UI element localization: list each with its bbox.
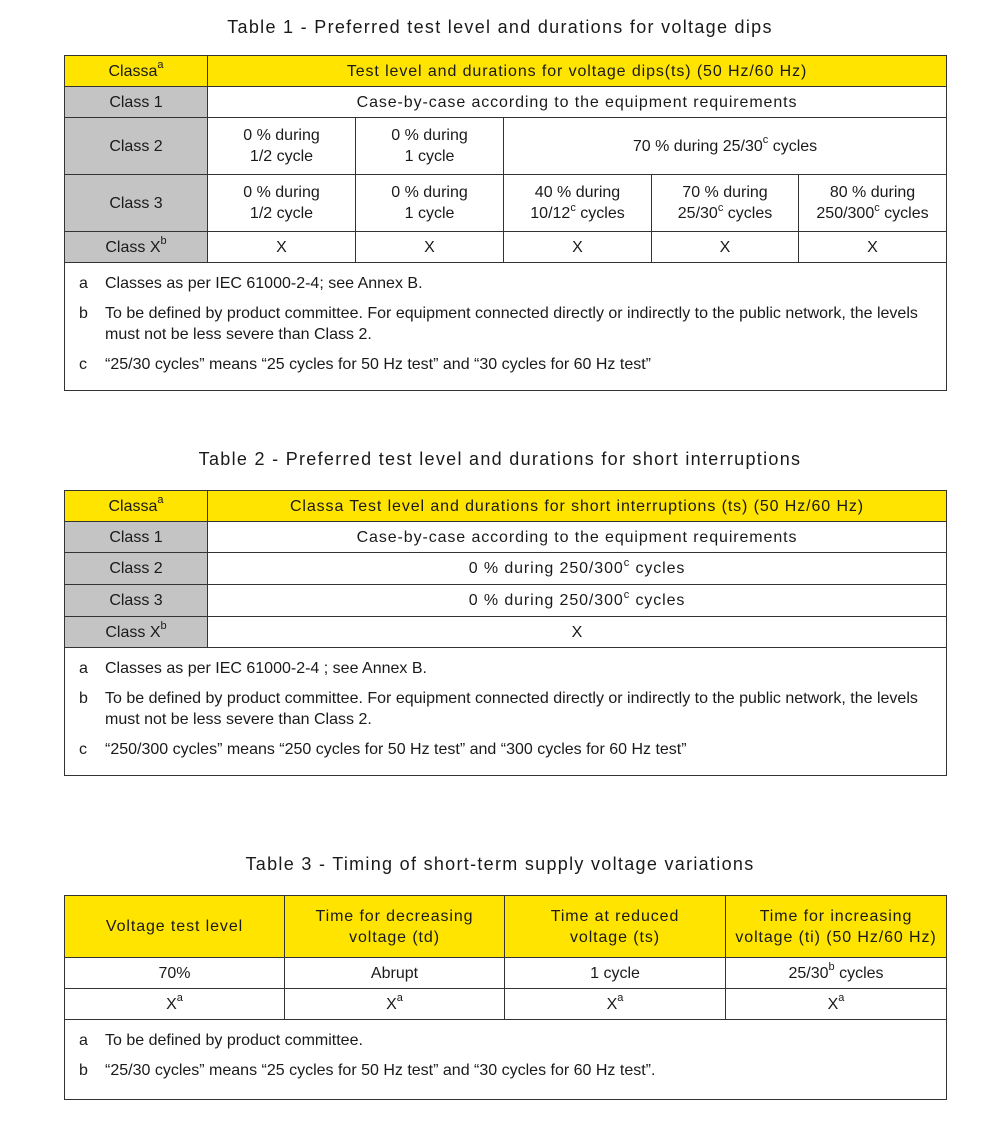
class-label: Class 2 bbox=[65, 118, 208, 175]
table-row bbox=[65, 522, 947, 553]
table1 bbox=[64, 55, 947, 391]
table-cell: 80 % during 250/300$^c$ cycles bbox=[799, 175, 947, 232]
footnote: a Classes as per IEC 61000-2-4; see Annex B. bbox=[79, 275, 423, 292]
table-cell: X bbox=[504, 232, 652, 263]
table-row bbox=[65, 958, 947, 989]
table-cell: X bbox=[356, 232, 504, 263]
table-row bbox=[65, 175, 947, 232]
table2-notes bbox=[65, 648, 947, 776]
class-label: Class 1 bbox=[65, 522, 208, 553]
footnote: c “25/30 cycles” means “25 cycles for 50 Hz test” and “30 cycles for 60 Hz test” bbox=[79, 356, 651, 373]
table-cell: $X^a$ bbox=[65, 989, 285, 1020]
class-label: Class $X^b$ bbox=[65, 232, 208, 263]
table3-header-row bbox=[65, 896, 947, 958]
table-cell: Case-by-case according to the equipment requirements bbox=[208, 522, 947, 553]
table-cell: $X^a$ bbox=[285, 989, 505, 1020]
table3-header-td: Time for decreasing voltage (td) bbox=[285, 896, 505, 958]
table1-notes bbox=[65, 263, 947, 391]
footnote: b “25/30 cycles” means “25 cycles for 50 Hz test” and “30 cycles for 60 Hz test”. bbox=[79, 1062, 656, 1079]
table1-header-row bbox=[65, 56, 947, 87]
table-cell: $X^a$ bbox=[726, 989, 947, 1020]
table-row bbox=[65, 989, 947, 1020]
table1-notes-row bbox=[65, 263, 947, 391]
table-row bbox=[65, 585, 947, 617]
table-row bbox=[65, 87, 947, 118]
footnote: b To be defined by product committee. For equipment connected directly or indirectly to the public network, the levels must not be less severe than Class 2. bbox=[79, 690, 918, 728]
class-label: Class 3 bbox=[65, 175, 208, 232]
table-cell: 0 % during 1 cycle bbox=[356, 175, 504, 232]
table-cell: 70 % during 25/30$^c$ cycles bbox=[504, 118, 947, 175]
table-cell: 70% bbox=[65, 958, 285, 989]
table-row bbox=[65, 553, 947, 585]
table-cell: 40 % during 10/12$^c$ cycles bbox=[504, 175, 652, 232]
table-cell: 0 % during 250/300$^c$ cycles bbox=[208, 585, 947, 617]
table2 bbox=[64, 490, 947, 776]
class-label: Class $X^b$ bbox=[65, 617, 208, 648]
table1-header-levels: Test level and durations for voltage dips(ts) (50 Hz/60 Hz) bbox=[208, 56, 947, 87]
table-cell: 70 % during 25/30$^c$ cycles bbox=[652, 175, 799, 232]
class-label: Class 3 bbox=[65, 585, 208, 617]
footnote: c “250/300 cycles” means “250 cycles for 50 Hz test” and “300 cycles for 60 Hz test” bbox=[79, 741, 687, 758]
table3-notes bbox=[65, 1020, 947, 1100]
table-row bbox=[65, 232, 947, 263]
table-cell: Abrupt bbox=[285, 958, 505, 989]
table1-header-class: Classa$^a$ bbox=[65, 56, 208, 87]
table2-header-levels: Classa Test level and durations for short interruptions (ts) (50 Hz/60 Hz) bbox=[208, 491, 947, 522]
table-cell: 25/30$^b$ cycles bbox=[726, 958, 947, 989]
table-cell: X bbox=[208, 232, 356, 263]
footnote: b To be defined by product committee. For equipment connected directly or indirectly to the public network, the levels must not be less severe than Class 2. bbox=[79, 305, 918, 343]
table-cell: 0 % during 1/2 cycle bbox=[208, 175, 356, 232]
table-cell: 1 cycle bbox=[505, 958, 726, 989]
footnote: a Classes as per IEC 61000-2-4 ; see Annex B. bbox=[79, 660, 427, 677]
table-cell: X bbox=[208, 617, 947, 648]
table3-header-ti: Time for increasing voltage (ti) (50 Hz/60 Hz) bbox=[726, 896, 947, 958]
table3-header-level: Voltage test level bbox=[65, 896, 285, 958]
class-label: Class 1 bbox=[65, 87, 208, 118]
table3-notes-row bbox=[65, 1020, 947, 1100]
table-cell: Case-by-case according to the equipment requirements bbox=[208, 87, 947, 118]
table2-notes-row bbox=[65, 648, 947, 776]
table-cell: $X^a$ bbox=[505, 989, 726, 1020]
table2-header-class: Classa$^a$ bbox=[65, 491, 208, 522]
table3-header-ts: Time at reduced voltage (ts) bbox=[505, 896, 726, 958]
table3 bbox=[64, 895, 947, 1100]
table-row bbox=[65, 118, 947, 175]
table-cell: X bbox=[652, 232, 799, 263]
table-cell: 0 % during 250/300$^c$ cycles bbox=[208, 553, 947, 585]
table3-title: Table 3 - Timing of short-term supply voltage variations bbox=[245, 854, 755, 874]
table-cell: 0 % during 1/2 cycle bbox=[208, 118, 356, 175]
footnote: a To be defined by product committee. bbox=[79, 1032, 363, 1049]
class-label: Class 2 bbox=[65, 553, 208, 585]
table2-title: Table 2 - Preferred test level and durations for short interruptions bbox=[198, 449, 802, 469]
table-cell: X bbox=[799, 232, 947, 263]
table1-title: Table 1 - Preferred test level and durations for voltage dips bbox=[227, 17, 773, 37]
table-row bbox=[65, 617, 947, 648]
table2-header-row bbox=[65, 491, 947, 522]
table-cell: 0 % during 1 cycle bbox=[356, 118, 504, 175]
